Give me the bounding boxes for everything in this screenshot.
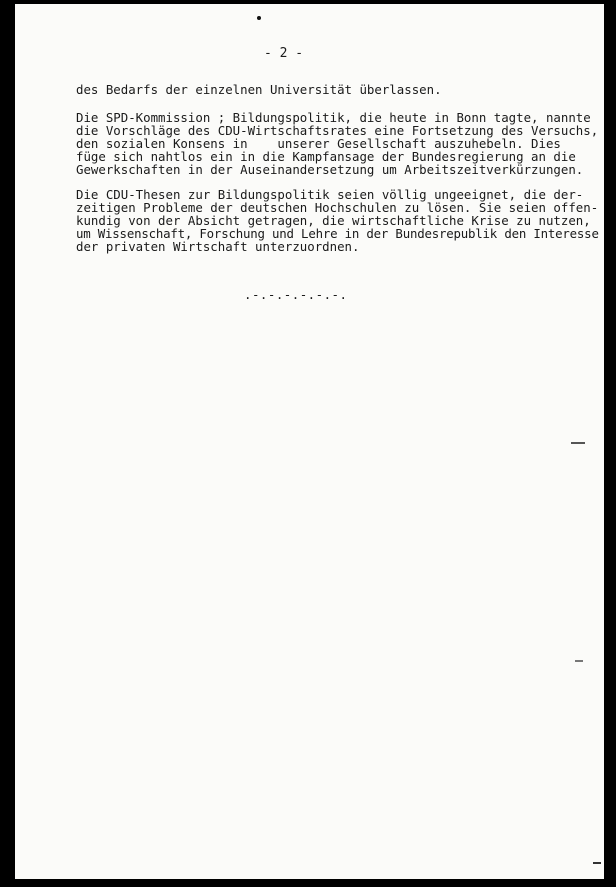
scan-speck — [593, 862, 601, 864]
text-line: füge sich nahtlos ein in die Kampfansage der Bundesregierung an die — [76, 149, 576, 164]
page-number: - 2 - — [264, 46, 304, 61]
text-line: Die CDU-Thesen zur Bildungspolitik seien völlig ungeeignet, die der- — [76, 187, 584, 202]
scan-speck — [257, 16, 261, 20]
section-separator: .-.-.-.-.-.-. — [244, 287, 348, 302]
scan-border-bottom — [0, 879, 616, 887]
scan-border-right — [604, 0, 616, 887]
text-line: die Vorschläge des CDU-Wirtschaftsrates eine Fortsetzung des Versuchs, — [76, 123, 599, 138]
scan-speck — [571, 442, 585, 444]
text-line: kundig von der Absicht getragen, die wirtschaftliche Krise zu nutzen, — [76, 213, 591, 228]
text-line: des Bedarfs der einzelnen Universität überlassen. — [76, 82, 442, 97]
text-line: zeitigen Probleme der deutschen Hochschulen zu lösen. Sie seien offen- — [76, 200, 599, 215]
text-line: um Wissenschaft, Forschung und Lehre in der Bundesrepublik den Interesse — [76, 226, 599, 241]
text-line: den sozialen Konsens in unserer Gesellschaft auszuhebeln. Dies — [76, 136, 561, 151]
text-line: der privaten Wirtschaft unterzuordnen. — [76, 239, 360, 254]
text-line: Die SPD-Kommission ; Bildungspolitik, die heute in Bonn tagte, nannte — [76, 110, 591, 125]
scan-speck — [575, 660, 583, 662]
scan-border-left — [0, 0, 15, 887]
text-line: Gewerkschaften in der Auseinandersetzung um Arbeitszeitverkürzungen. — [76, 162, 584, 177]
